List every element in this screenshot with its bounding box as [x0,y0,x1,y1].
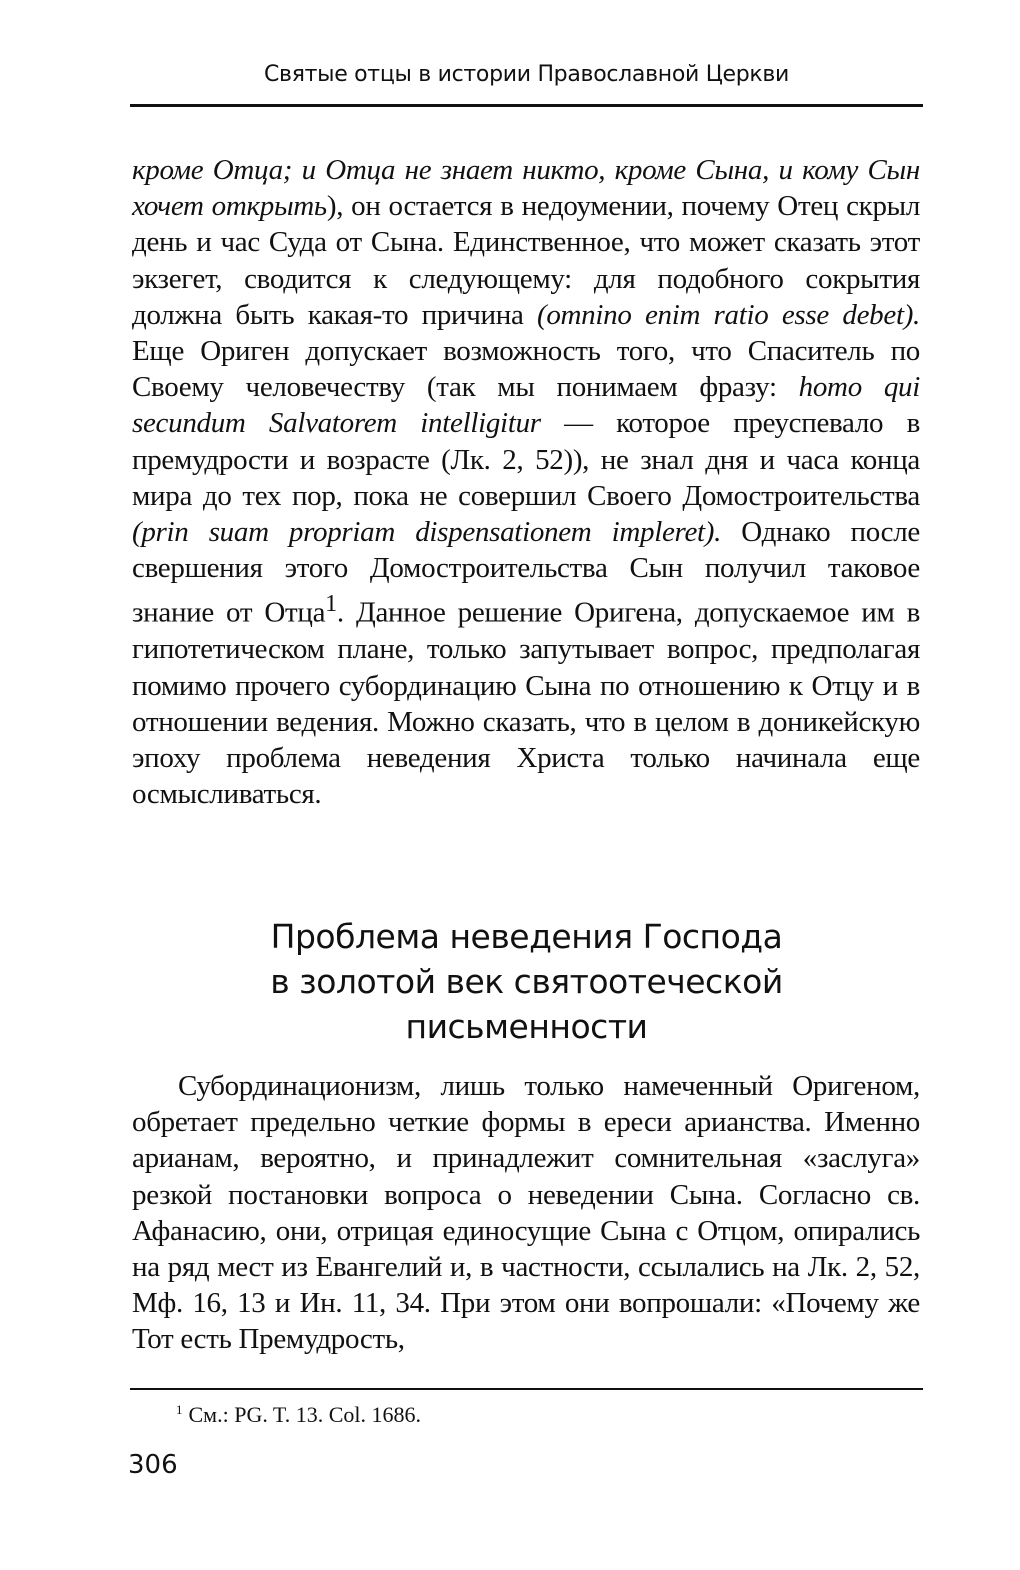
italic-latin-dispensationem: (prin suam propriam dispensationem impleret). [132,516,722,549]
paragraph1-text-c: — которое преуспевало в премудрости и возрасте (Лк. 2, 52)), не знал дня и часа конца мира до тех пор, пока не совершил Своего Домостроительства [132,407,920,512]
italic-latin-ratio: (omnino enim ratio esse debet). [536,298,921,331]
footnote-number: 1 [176,1402,183,1417]
section-heading [130,914,923,1049]
italic-latin-homo: homo qui secundum Salvatorem intelligitur [132,371,920,440]
body-paragraph-2: Субординационизм, лишь только намеченный Оригеном, обретает предельно четкие формы в ереси арианства. Именно арианам, вероятно, и принадлежит сомнительная «заслуга» резкой постановки вопроса о неведении Сына. Согласно св. Афанасию, они, отрицая единосущие Сына с Отцом, опирались на ряд мест из Евангелий и, в частности, ссылались на Лк. 2, 52, Мф. 16, 13 и Ин. 11, 34. При этом они вопрошали: «Почему же Тот есть Премудрость, [132,1070,920,1356]
section-heading-line-2: в золотой век святоотеческой [270,962,783,1001]
footnote [176,1402,421,1428]
section-heading-line-3: письменности [405,1007,648,1046]
footnote-text: См.: PG. T. 13. Col. 1686. [188,1402,422,1427]
paragraph1-text-d: Однако после свершения этого Домостроительства Сын получил таковое знание от Отца [132,516,920,630]
section-heading-line-1: Проблема неведения Господа [270,917,783,956]
paragraph1-text-a: ), он остается в недоумении, почему Отец скрыл день и час Суда от Сына. Единственное, что может сказать этот экзегет, сводится к следующему: для подобного сокрытия должна быть какая-то причина [132,190,921,331]
page-number: 306 [128,1450,178,1480]
header-rule [130,104,923,107]
footnote-rule [130,1388,923,1390]
italic-quote-gospel: кроме Отца; и Отца не знает никто, кроме Сына, и кому Сын хочет открыть [132,154,920,223]
footnote-reference: 1 [325,590,337,618]
paragraph1-text-b: Еще Ориген допускает возможность того, что Спаситель по Своему человечеству (так мы понимаем фразу: [132,335,920,404]
paragraph1-text-e: . Данное решение Оригена, допускаемое им в гипотетическом плане, только запутывает вопрос, предполагая помимо прочего субординацию Сына по отношению к Отцу и в отношении ведения. Можно сказать, что в целом в доникейскую эпоху проблема неведения Христа только начинала еще осмысливаться. [132,597,920,811]
running-header-title: Святые отцы в истории Православной Церкви [263,62,790,87]
body-paragraph-1 [132,152,920,812]
